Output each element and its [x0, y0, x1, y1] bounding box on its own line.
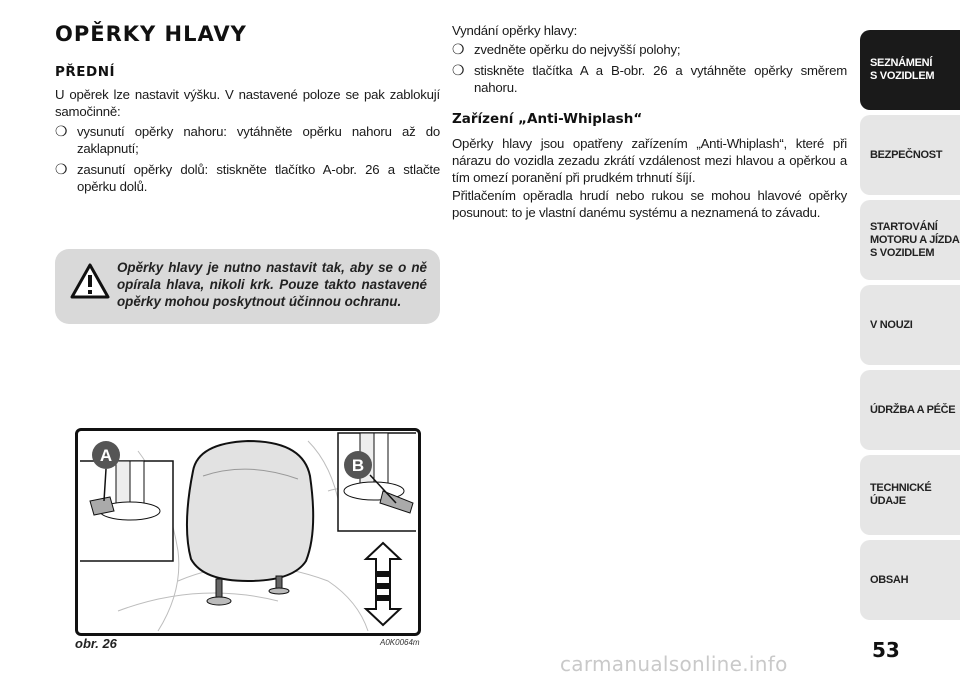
warning-text: Opěrky hlavy je nutno nastavit tak, aby se o ně opírala hlava, nikoli krk. Pouze takto nastavené opěrky mohou poskytnout účinnou ochranu.: [117, 260, 427, 309]
removal-list: [452, 41, 847, 96]
section-title: OPĚRKY HLAVY: [55, 22, 247, 46]
figure-code: A0K0064m: [380, 638, 420, 647]
watermark-text: carmanualsonline.info: [560, 652, 788, 676]
bullet-icon: ❍: [452, 61, 465, 78]
headrest-figure: [75, 428, 421, 636]
adjust-list: [55, 123, 440, 196]
list-item: ❍ zvedněte opěrku do nejvyšší polohy;: [452, 41, 681, 58]
label-b: B: [351, 456, 365, 475]
tab-udrzba[interactable]: ÚDRŽBA A PÉČE: [860, 370, 960, 450]
section-tabs: [860, 30, 960, 625]
label-a: A: [99, 446, 113, 465]
tab-seznameni[interactable]: SEZNÁMENÍ S VOZIDLEM: [860, 30, 960, 110]
tab-startovani[interactable]: STARTOVÁNÍ MOTORU A JÍZDA S VOZIDLEM: [860, 200, 960, 280]
intro-paragraph: U opěrek lze nastavit výšku. V nastavené poloze se pak zablokují samočinně:: [55, 87, 440, 120]
warning-box: [55, 249, 440, 324]
left-column: [55, 22, 440, 198]
anti-whiplash-paragraph-1: Opěrky hlavy jsou opatřeny zařízením „Anti-Whiplash“, které při nárazu do vozidla zezadu zkrátí vzdálenost mezi hlavou a opěrkou a tím omezí poranění při prudkém trhnutí šíjí.: [452, 135, 847, 186]
up-down-arrow-icon: [366, 543, 400, 625]
inset-a: [80, 461, 173, 561]
subsection-title: PŘEDNÍ: [55, 64, 116, 80]
tab-obsah[interactable]: OBSAH: [860, 540, 960, 620]
figure-caption: obr. 26: [75, 636, 117, 651]
page-number: 53: [872, 638, 900, 662]
removal-title: Vyndání opěrky hlavy:: [452, 23, 578, 38]
warning-triangle-icon: [70, 263, 110, 299]
bullet-icon: ❍: [452, 41, 465, 58]
list-item: ❍ stiskněte tlačítka A a B-obr. 26 a vytáhněte opěrky směrem nahoru.: [452, 61, 847, 96]
tab-technicke-udaje[interactable]: TECHNICKÉ ÚDAJE: [860, 455, 960, 535]
tab-bezpecnost[interactable]: BEZPEČNOST: [860, 115, 960, 195]
list-item: ❍ vysunutí opěrky nahoru: vytáhněte opěrku nahoru až do zaklapnutí;: [55, 122, 440, 157]
list-item: ❍ zasunutí opěrky dolů: stiskněte tlačítko A-obr. 26 a stlačte opěrku dolů.: [55, 160, 440, 195]
bullet-icon: ❍: [55, 122, 68, 139]
right-column: [452, 22, 847, 222]
headrest-illustration: [78, 431, 418, 633]
anti-whiplash-paragraph-2: Přitlačením opěradla hrudí nebo rukou se mohou hlavové opěrky posunout: to je vlastní danému systému a neznamená to závadu.: [452, 187, 847, 221]
bullet-icon: ❍: [55, 160, 68, 177]
tab-v-nouzi[interactable]: V NOUZI: [860, 285, 960, 365]
anti-whiplash-title: Zařízení „Anti-Whiplash“: [452, 110, 643, 127]
